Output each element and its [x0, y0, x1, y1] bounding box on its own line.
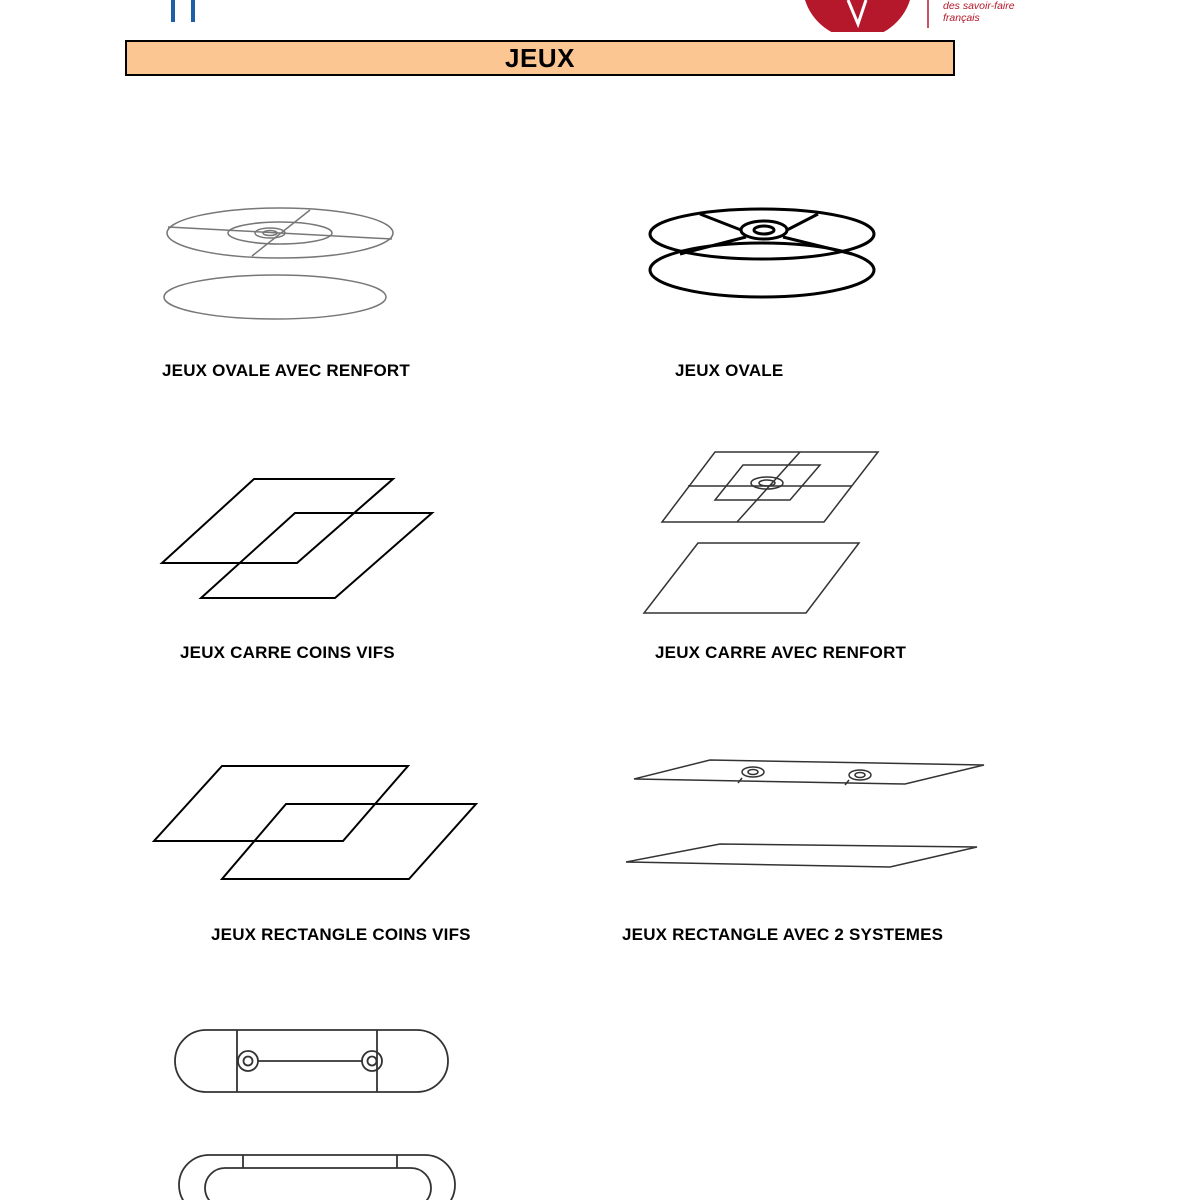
page-title: JEUX	[505, 42, 575, 73]
rectangle-two-systems-drawing	[620, 750, 990, 875]
rectangle-sharp-corners-drawing	[150, 760, 485, 890]
label-square-sharp-corners: JEUX CARRE COINS VIFS	[180, 643, 395, 662]
oval-drawing	[640, 200, 890, 305]
brand-logo-left	[165, 0, 205, 26]
brand-tagline-line-2: français	[943, 12, 980, 24]
square-sharp-corners-drawing	[155, 470, 445, 610]
brand-tagline	[943, 0, 1015, 24]
oblong-with-two-systems-drawing	[165, 1015, 465, 1200]
page-title-bar	[125, 40, 955, 76]
label-rectangle-two-systems: JEUX RECTANGLE AVEC 2 SYSTEMES	[622, 925, 944, 944]
label-square-with-reinforcement: JEUX CARRE AVEC RENFORT	[655, 643, 907, 662]
label-oval: JEUX OVALE	[675, 361, 784, 380]
label-oval-with-reinforcement: JEUX OVALE AVEC RENFORT	[162, 361, 410, 380]
brand-tagline-line-1: des savoir-faire	[943, 0, 1015, 12]
oval-with-reinforcement-drawing	[160, 200, 400, 330]
square-with-reinforcement-drawing	[640, 440, 890, 625]
label-rectangle-sharp-corners: JEUX RECTANGLE COINS VIFS	[211, 925, 471, 944]
